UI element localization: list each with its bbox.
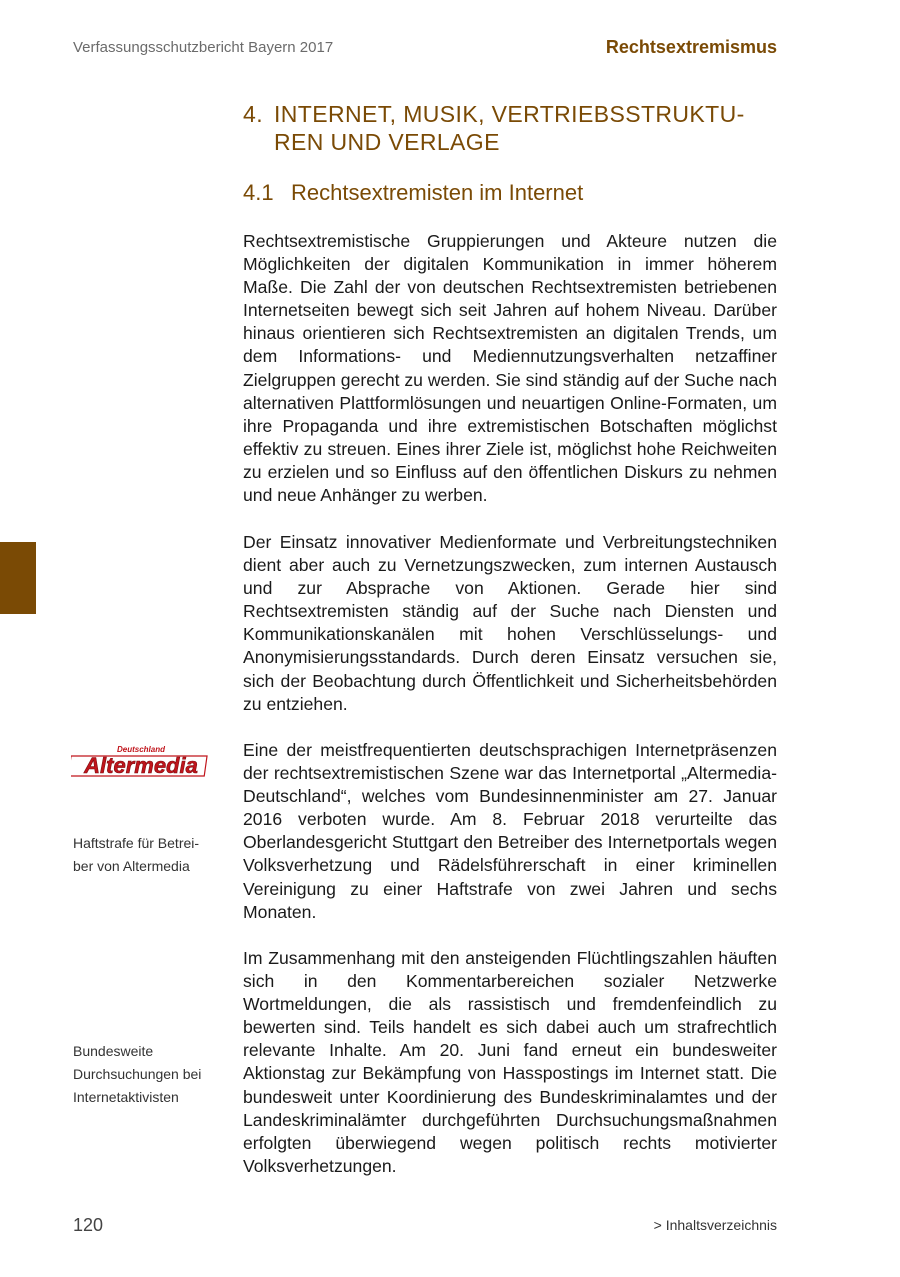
margin-note-altermedia: Haftstrafe für Betrei-ber von Altermedia [73,835,200,874]
section-heading [243,180,583,206]
altermedia-logo [71,742,211,778]
logo-top-text: Deutschland [116,745,166,754]
section-number: 4.1 [243,180,274,205]
body-paragraph-1: Rechtsextremistische Gruppierungen und Akteure nutzen die Möglichkeiten der digitalen Kommunikation in immer höherem Maße. Die Zahl der von deutschen Rechtsextremisten betriebenen Internetseiten bewegt sich seit Jahren auf hohem Niveau. Darüber hinaus orientieren sich Rechtsextremisten an digitalen Trends, um dem Informations- und Mediennutzungsverhalten netzaffiner Zielgruppen gerecht zu werden. Sie sind ständig auf der Suche nach alternativen Plattformlösungen und neuartigen Online-Formaten, um ihre Propaganda und ihre extremistischen Botschaften möglichst effektiv zu streuen. Eines ihrer Ziele ist, möglichst hohe Reichweiten zu erzielen und so Einfluss auf den öffentlichen Diskurs zu nehmen und neue Anhänger zu werben. [243,231,778,506]
running-head-section-title: Rechtsextremismus [605,37,777,57]
body-paragraph-2: Der Einsatz innovativer Medienformate und Verbreitungstechniken dient aber auch zu Vernetzungszwecken, zum internen Austausch und zur Absprache von Aktionen. Gerade hier sind Rechtsextremisten ständig auf der Suche nach Diensten und Kommunikationskanälen mit hohen Verschlüsselungs- und Anonymisierungsstandards. Durch deren Einsatz versuchen sie, sich der Beobachtung durch Öffentlichkeit und Sicherheitsbehörden zu entziehen. [243,532,777,714]
chapter-heading [243,100,783,156]
toc-link[interactable]: > Inhaltsverzeichnis [653,1217,777,1233]
chapter-side-tab [0,542,36,614]
chapter-title-line1: INTERNET, MUSIK, VERTRIEBSSTRUKTU- [274,101,745,127]
chapter-title-line2: REN UND VERLAGE [274,129,500,155]
chapter-number: 4. [243,101,263,127]
margin-note-searches: Bundesweite Durchsuchungen bei Internetaktivisten [73,1043,202,1105]
section-title: Rechtsextremisten im Internet [291,180,584,205]
logo-main-text: Altermedia [84,753,198,778]
running-head-report-title: Verfassungsschutzbericht Bayern 2017 [73,39,334,56]
body-paragraph-3: Eine der meistfrequentierten deutschsprachigen Internetpräsenzen der rechtsextremistischen Szene war das Internetportal „Altermedia-Deutschland“, welches vom Bundesinnenminister am 27. Januar 2016 verboten wurde. Am 8. Februar 2018 verurteilte das Oberlandesgericht Stuttgart den Betreiber des Internetportals wegen Volksverhetzung und Rädelsführerschaft in einer kriminellen Vereinigung zu einer Haftstrafe von zwei Jahren und sechs Monaten. [243,740,777,922]
page-number: 120 [73,1215,104,1235]
body-paragraph-4: Im Zusammenhang mit den ansteigenden Flüchtlingszahlen häuften sich in den Kommentarbereichen sozialer Netzwerke Wortmeldungen, die als rassistisch und fremdenfeindlich zu bewerten sind. Teils handelt es sich dabei auch um strafrechtlich relevante Inhalte. Am 20. Juni fand erneut ein bundesweiter Aktionstag zur Bekämpfung von Hasspostings im Internet statt. Die bundesweit unter Koordinierung des Bundeskriminalamtes und der Landeskriminalämter durchgeführten Durchsuchungsmaßnahmen erfolgten überwiegend wegen politisch rechts motivierter Volksverhetzungen. [243,948,777,1176]
